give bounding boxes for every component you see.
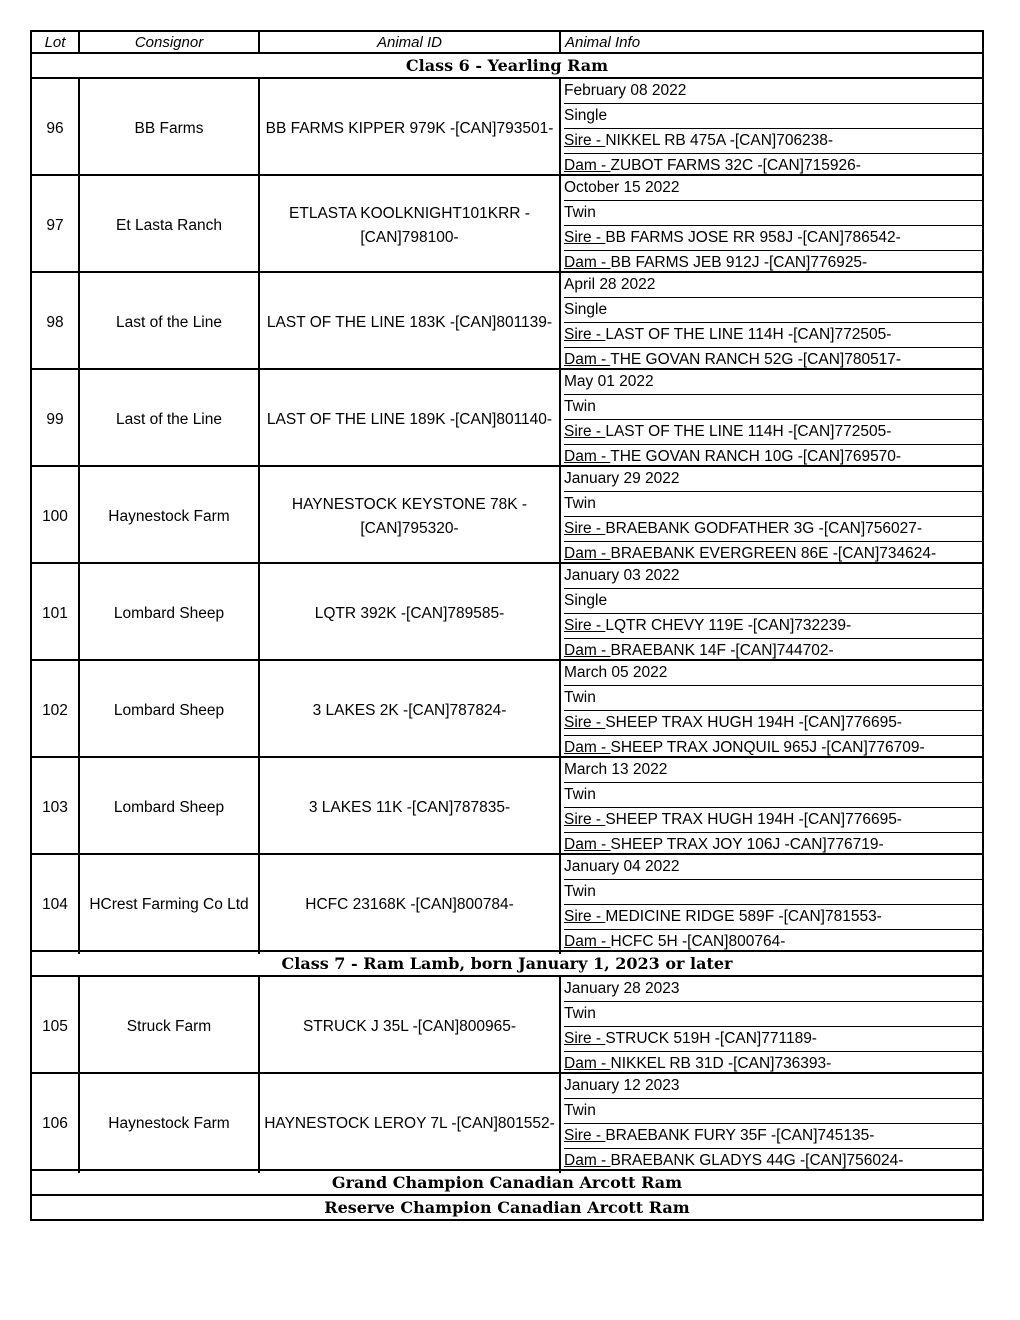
- lot-number: 98: [32, 273, 80, 372]
- dam-label: Dam -: [564, 545, 611, 562]
- lot-number: 103: [32, 758, 80, 857]
- animal-info: [561, 977, 982, 1076]
- sire: Sire - MEDICINE RIDGE 589F -[CAN]781553-: [564, 905, 982, 930]
- consignor: Lombard Sheep: [80, 758, 260, 857]
- table-row: [30, 758, 984, 855]
- consignor: HCrest Farming Co Ltd: [80, 855, 260, 954]
- dam-label: Dam -: [564, 739, 611, 756]
- birth-type: Twin: [564, 880, 982, 905]
- reserve-champion-row: Reserve Champion Canadian Arcott Ram: [30, 1196, 984, 1221]
- animal-id: LAST OF THE LINE 183K -[CAN]801139-: [260, 273, 561, 372]
- grand-champion-row: Grand Champion Canadian Arcott Ram: [30, 1171, 984, 1196]
- birth-date: March 13 2022: [564, 758, 982, 783]
- sire: Sire - LAST OF THE LINE 114H -[CAN]772505-: [564, 420, 982, 445]
- birth-date: October 15 2022: [564, 176, 982, 201]
- animal-info: [561, 370, 982, 469]
- table-header: [30, 30, 984, 54]
- sire-label: Sire -: [564, 132, 606, 149]
- birth-date: January 03 2022: [564, 564, 982, 589]
- class-7-rows: [30, 977, 984, 1171]
- birth-type: Single: [564, 104, 982, 129]
- animal-id: HAYNESTOCK LEROY 7L -[CAN]801552-: [260, 1074, 561, 1173]
- header-consignor: Consignor: [80, 32, 260, 52]
- sire-label: Sire -: [564, 229, 606, 246]
- birth-date: February 08 2022: [564, 79, 982, 104]
- dam: Dam - ZUBOT FARMS 32C -[CAN]715926-: [564, 157, 861, 174]
- table-row: [30, 1074, 984, 1171]
- dam-label: Dam -: [564, 448, 611, 465]
- sire-label: Sire -: [564, 1030, 606, 1047]
- animal-id: HAYNESTOCK KEYSTONE 78K -[CAN]795320-: [260, 467, 561, 566]
- dam: Dam - SHEEP TRAX JONQUIL 965J -[CAN]776709-: [564, 739, 925, 756]
- sire: Sire - LQTR CHEVY 119E -[CAN]732239-: [564, 614, 982, 639]
- birth-date: January 12 2023: [564, 1074, 982, 1099]
- birth-date: April 28 2022: [564, 273, 982, 298]
- birth-type: Twin: [564, 1002, 982, 1027]
- header-lot: Lot: [32, 32, 80, 52]
- dam: Dam - BRAEBANK EVERGREEN 86E -[CAN]734624-: [564, 545, 937, 562]
- birth-type: Twin: [564, 201, 982, 226]
- birth-date: January 28 2023: [564, 977, 982, 1002]
- sire: Sire - BRAEBANK GODFATHER 3G -[CAN]756027-: [564, 517, 982, 542]
- birth-type: Single: [564, 589, 982, 614]
- sire: Sire - BB FARMS JOSE RR 958J -[CAN]786542-: [564, 226, 982, 251]
- animal-info: [561, 564, 982, 663]
- dam: Dam - THE GOVAN RANCH 10G -[CAN]769570-: [564, 448, 902, 465]
- sire: Sire - SHEEP TRAX HUGH 194H -[CAN]776695-: [564, 711, 982, 736]
- lot-number: 106: [32, 1074, 80, 1173]
- animal-id: LQTR 392K -[CAN]789585-: [260, 564, 561, 663]
- dam-label: Dam -: [564, 254, 611, 271]
- lot-number: 104: [32, 855, 80, 954]
- animal-id: 3 LAKES 2K -[CAN]787824-: [260, 661, 561, 760]
- consignor: Haynestock Farm: [80, 467, 260, 566]
- consignor: Et Lasta Ranch: [80, 176, 260, 275]
- animal-info: [561, 273, 982, 372]
- class-6-heading: Class 6 - Yearling Ram: [30, 54, 984, 79]
- table-row: [30, 855, 984, 952]
- birth-type: Twin: [564, 1099, 982, 1124]
- table-row: [30, 370, 984, 467]
- lot-number: 99: [32, 370, 80, 469]
- sire: Sire - LAST OF THE LINE 114H -[CAN]772505-: [564, 323, 982, 348]
- table-row: [30, 564, 984, 661]
- animal-info: [561, 661, 982, 760]
- sale-catalog-table: [30, 30, 984, 1221]
- animal-info: [561, 855, 982, 954]
- sire-label: Sire -: [564, 714, 606, 731]
- animal-id: 3 LAKES 11K -[CAN]787835-: [260, 758, 561, 857]
- dam: Dam - BB FARMS JEB 912J -[CAN]776925-: [564, 254, 868, 271]
- birth-date: January 29 2022: [564, 467, 982, 492]
- dam: Dam - NIKKEL RB 31D -[CAN]736393-: [564, 1055, 832, 1072]
- class-7-heading: Class 7 - Ram Lamb, born January 1, 2023 or later: [30, 952, 984, 977]
- consignor: Haynestock Farm: [80, 1074, 260, 1173]
- sire: Sire - BRAEBANK FURY 35F -[CAN]745135-: [564, 1124, 982, 1149]
- dam-label: Dam -: [564, 933, 611, 950]
- dam-label: Dam -: [564, 642, 611, 659]
- dam: Dam - BRAEBANK 14F -[CAN]744702-: [564, 642, 834, 659]
- dam: Dam - BRAEBANK GLADYS 44G -[CAN]756024-: [564, 1152, 904, 1169]
- sire: Sire - SHEEP TRAX HUGH 194H -[CAN]776695-: [564, 808, 982, 833]
- lot-number: 96: [32, 79, 80, 178]
- class-6-rows: [30, 79, 984, 952]
- dam-label: Dam -: [564, 157, 611, 174]
- animal-id: LAST OF THE LINE 189K -[CAN]801140-: [260, 370, 561, 469]
- lot-number: 105: [32, 977, 80, 1076]
- lot-number: 100: [32, 467, 80, 566]
- animal-info: [561, 1074, 982, 1173]
- animal-info: [561, 176, 982, 275]
- header-animal-id: Animal ID: [260, 32, 561, 52]
- lot-number: 101: [32, 564, 80, 663]
- consignor: Lombard Sheep: [80, 661, 260, 760]
- table-row: [30, 467, 984, 564]
- birth-type: Twin: [564, 395, 982, 420]
- dam: Dam - SHEEP TRAX JOY 106J -CAN]776719-: [564, 836, 884, 853]
- consignor: Struck Farm: [80, 977, 260, 1076]
- birth-type: Twin: [564, 492, 982, 517]
- sire-label: Sire -: [564, 520, 606, 537]
- animal-id: HCFC 23168K -[CAN]800784-: [260, 855, 561, 954]
- birth-date: May 01 2022: [564, 370, 982, 395]
- birth-type: Twin: [564, 686, 982, 711]
- sire: Sire - STRUCK 519H -[CAN]771189-: [564, 1027, 982, 1052]
- consignor: BB Farms: [80, 79, 260, 178]
- lot-number: 102: [32, 661, 80, 760]
- sire-label: Sire -: [564, 617, 606, 634]
- table-row: [30, 977, 984, 1074]
- animal-info: [561, 758, 982, 857]
- dam-label: Dam -: [564, 351, 611, 368]
- sire-label: Sire -: [564, 908, 606, 925]
- animal-info: [561, 79, 982, 178]
- birth-type: Single: [564, 298, 982, 323]
- animal-id: BB FARMS KIPPER 979K -[CAN]793501-: [260, 79, 561, 178]
- birth-type: Twin: [564, 783, 982, 808]
- dam-label: Dam -: [564, 1152, 611, 1169]
- dam-label: Dam -: [564, 1055, 611, 1072]
- consignor: Last of the Line: [80, 273, 260, 372]
- dam: Dam - THE GOVAN RANCH 52G -[CAN]780517-: [564, 351, 902, 368]
- table-row: [30, 273, 984, 370]
- dam: Dam - HCFC 5H -[CAN]800764-: [564, 933, 786, 950]
- animal-id: ETLASTA KOOLKNIGHT101KRR -[CAN]798100-: [260, 176, 561, 275]
- animal-id: STRUCK J 35L -[CAN]800965-: [260, 977, 561, 1076]
- dam-label: Dam -: [564, 836, 611, 853]
- sire-label: Sire -: [564, 811, 606, 828]
- header-animal-info: Animal Info: [565, 33, 641, 51]
- table-row: [30, 176, 984, 273]
- sire: Sire - NIKKEL RB 475A -[CAN]706238-: [564, 129, 982, 154]
- sire-label: Sire -: [564, 423, 606, 440]
- animal-info: [561, 467, 982, 566]
- birth-date: January 04 2022: [564, 855, 982, 880]
- table-row: [30, 79, 984, 176]
- sire-label: Sire -: [564, 326, 606, 343]
- consignor: Last of the Line: [80, 370, 260, 469]
- table-row: [30, 661, 984, 758]
- consignor: Lombard Sheep: [80, 564, 260, 663]
- birth-date: March 05 2022: [564, 661, 982, 686]
- sire-label: Sire -: [564, 1127, 606, 1144]
- lot-number: 97: [32, 176, 80, 275]
